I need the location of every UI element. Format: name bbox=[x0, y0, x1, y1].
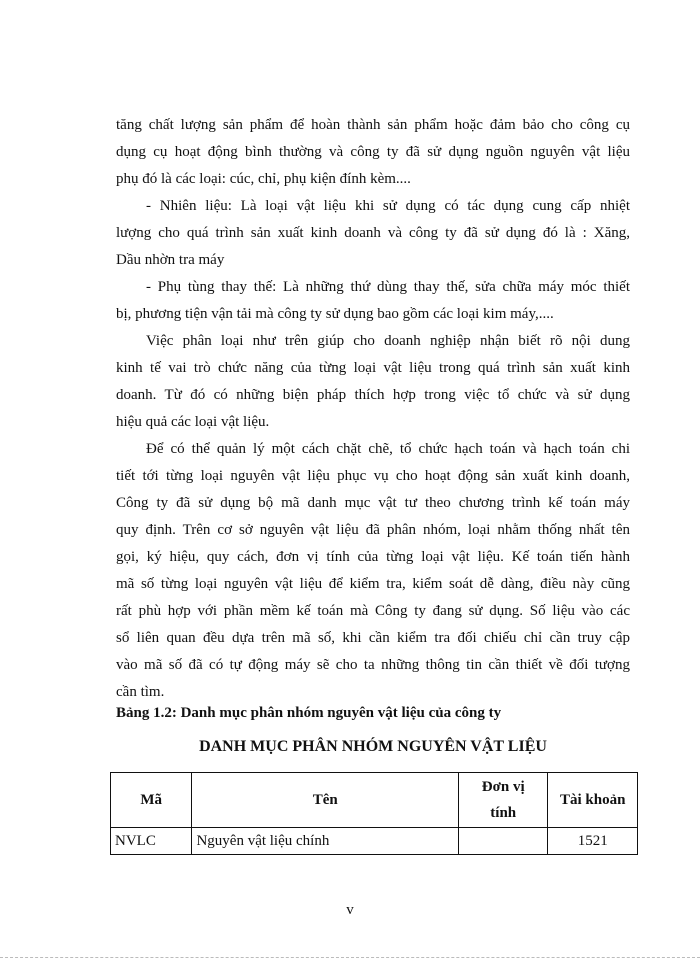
cell-account: 1521 bbox=[548, 828, 638, 855]
page-bottom-divider bbox=[0, 957, 700, 958]
paragraph-auxiliary-materials bbox=[116, 112, 630, 193]
paragraph-management bbox=[116, 436, 630, 706]
text-line: dụng cụ hoạt động bình thường và công ty đã sử dụng nguồn nguyên vật liệu bbox=[116, 144, 630, 160]
header-unit-line: Đơn vị bbox=[481, 779, 525, 795]
text-line: sổ liên quan đều dựa trên mã số, khi cần kiểm tra đối chiếu chỉ cần truy cập bbox=[116, 630, 630, 646]
header-code: Mã bbox=[111, 773, 192, 828]
text-line: Công ty đã sử dụng bộ mã danh mục vật tư theo chương trình kế toán máy bbox=[116, 495, 630, 511]
text-line: lượng cho quá trình sản xuất kinh doanh và công ty đã sử dụng đó là : Xăng, bbox=[116, 225, 630, 241]
text-line: quy định. Trên cơ sở nguyên vật liệu đã phân nhóm, loại nhằm thống nhất tên bbox=[116, 522, 630, 538]
text-line: Dầu nhờn tra máy bbox=[116, 252, 225, 268]
text-line: rất phù hợp với phần mềm kế toán mà Công ty đang sử dụng. Số liệu vào các bbox=[116, 603, 630, 619]
text-line: cần tìm. bbox=[116, 684, 165, 700]
text-line: vào mã số đã có tự động máy sẽ cho ta những thông tin cần thiết về đối tượng bbox=[116, 657, 630, 673]
text-line: gọi, ký hiệu, quy cách, đơn vị tính của từng loại vật liệu. Kế toán tiến hành bbox=[116, 549, 630, 565]
header-account: Tài khoản bbox=[548, 773, 638, 828]
header-unit-line: tính bbox=[490, 805, 517, 821]
cell-code: NVLC bbox=[111, 828, 192, 855]
text-line: Việc phân loại như trên giúp cho doanh nghiệp nhận biết rõ nội dung bbox=[146, 333, 630, 349]
text-line: kinh tế vai trò chức năng của từng loại vật liệu trong quá trình sản xuất kinh bbox=[116, 360, 630, 376]
table-title: DANH MỤC PHÂN NHÓM NGUYÊN VẬT LIỆU bbox=[199, 738, 547, 755]
text-line: doanh. Từ đó có những biện pháp thích hợp trong việc tổ chức và sử dụng bbox=[116, 387, 630, 403]
table-header-row bbox=[111, 773, 638, 828]
text-line: bị, phương tiện vận tải mà công ty sử dụng bao gồm các loại kim máy,.... bbox=[116, 306, 554, 322]
text-line: phụ đó là các loại: cúc, chỉ, phụ kiện đính kèm.... bbox=[116, 171, 411, 187]
paragraph-spare-parts bbox=[116, 274, 630, 328]
paragraph-fuel bbox=[116, 193, 630, 274]
text-line: tăng chất lượng sản phẩm để hoàn thành sản phẩm hoặc đảm bảo cho công cụ bbox=[116, 117, 630, 133]
text-line: Để có thể quản lý một cách chặt chẽ, tổ chức hạch toán và hạch toán chi bbox=[146, 441, 630, 457]
text-line: - Phụ tùng thay thế: Là những thứ dùng thay thế, sửa chữa máy móc thiết bbox=[146, 279, 630, 295]
header-unit bbox=[458, 773, 548, 828]
table-caption: Bảng 1.2: Danh mục phân nhóm nguyên vật liệu của công ty bbox=[116, 705, 502, 721]
paragraph-classification bbox=[116, 328, 630, 436]
text-line: tiết tới từng loại nguyên vật liệu phục vụ cho hoạt động sản xuất kinh doanh, bbox=[116, 468, 630, 484]
text-line: hiệu quả các loại vật liệu. bbox=[116, 414, 270, 430]
materials-catalog-table bbox=[110, 772, 638, 855]
header-name: Tên bbox=[192, 773, 459, 828]
text-line: - Nhiên liệu: Là loại vật liệu khi sử dụng có tác dụng cung cấp nhiệt bbox=[146, 198, 630, 214]
text-line: mã số từng loại nguyên vật liệu để kiểm tra, kiểm soát dễ dàng, điều này cũng bbox=[116, 576, 630, 592]
table-row bbox=[111, 828, 638, 855]
page-number: v bbox=[346, 902, 354, 918]
cell-name: Nguyên vật liệu chính bbox=[192, 828, 459, 855]
cell-unit bbox=[458, 828, 548, 855]
